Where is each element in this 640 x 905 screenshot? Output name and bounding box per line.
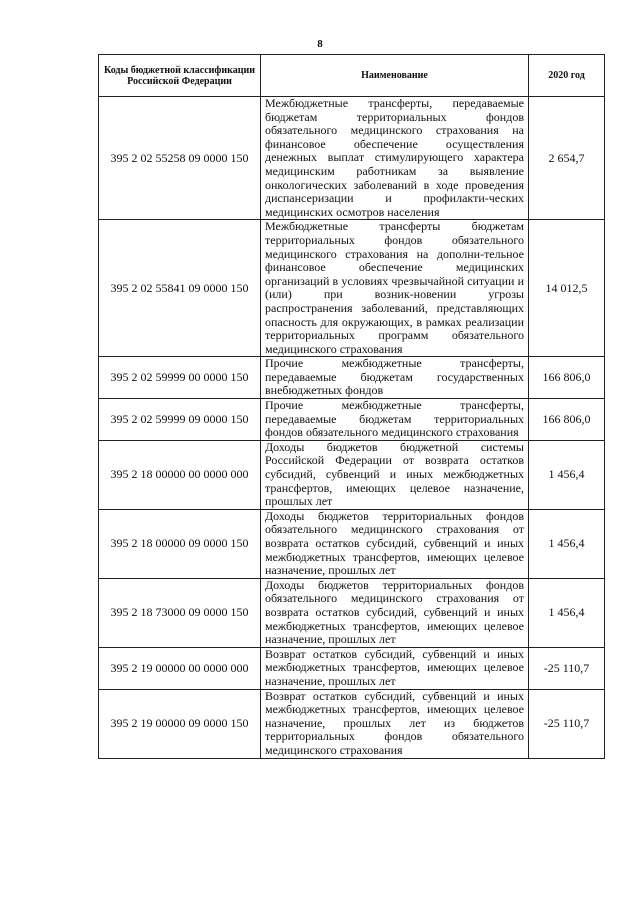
row-amount: -25 110,7 (529, 647, 605, 689)
row-name: Возврат остатков субсидий, субвенций и иных межбюджетных трансфертов, имеющих целевое назначение, прошлых лет из бюджетов территориальных фондов обязательного медицинского страхования (261, 689, 529, 758)
row-code: 395 2 18 00000 00 0000 000 (99, 440, 261, 509)
row-amount: 2 654,7 (529, 97, 605, 220)
row-amount: 1 456,4 (529, 509, 605, 578)
row-amount: 166 806,0 (529, 399, 605, 441)
header-year: 2020 год (529, 55, 605, 97)
page-number: 8 (317, 38, 323, 50)
table-row (99, 399, 605, 441)
row-amount: 1 456,4 (529, 578, 605, 647)
row-code: 395 2 19 00000 00 0000 000 (99, 647, 261, 689)
row-name: Доходы бюджетов территориальных фондов обязательного медицинского страхования от возврата остатков субсидий, субвенций и иных межбюджетных трансфертов, имеющих целевое назначение, прошлых лет (261, 509, 529, 578)
row-code: 395 2 18 00000 09 0000 150 (99, 509, 261, 578)
row-name: Возврат остатков субсидий, субвенций и иных межбюджетных трансфертов, имеющих целевое назначение, прошлых лет (261, 647, 529, 689)
header-name: Наименование (261, 55, 529, 97)
table-row (99, 509, 605, 578)
row-amount: 1 456,4 (529, 440, 605, 509)
table-row (99, 578, 605, 647)
row-code: 395 2 02 59999 00 0000 150 (99, 357, 261, 399)
row-name: Межбюджетные трансферты, передаваемые бюджетам территориальных фондов обязательного медицинского страхования на финансовое обеспечение осуществления денежных выплат стимулирующего характера медицинским работникам за выявление онкологических заболеваний в ходе проведения диспансеризации и профилакти-ческих медицинских осмотров населения (261, 97, 529, 220)
table-row (99, 689, 605, 758)
table-header-row (99, 55, 605, 97)
row-code: 395 2 02 55841 09 0000 150 (99, 220, 261, 357)
table-row (99, 220, 605, 357)
row-name: Межбюджетные трансферты бюджетам территориальных фондов обязательного медицинского страхования на дополни-тельное финансовое обеспечение медицинских организаций в условиях чрезвычайной ситуации и (или) при возник-новении угрозы распространения заболеваний, представляющих опасность для окружающих, в рамках реализации территориальных программ обязательного медицинского страхования (261, 220, 529, 357)
table-row (99, 357, 605, 399)
row-amount: -25 110,7 (529, 689, 605, 758)
table-row (99, 647, 605, 689)
row-name: Доходы бюджетов бюджетной системы Российской Федерации от возврата остатков субсидий, субвенций и иных межбюджетных трансфертов, имеющих целевое назначение, прошлых лет (261, 440, 529, 509)
row-amount: 14 012,5 (529, 220, 605, 357)
row-name: Прочие межбюджетные трансферты, передаваемые бюджетам государственных внебюджетных фондов (261, 357, 529, 399)
row-name: Доходы бюджетов территориальных фондов обязательного медицинского страхования от возврата остатков субсидий, субвенций и иных межбюджетных трансфертов, имеющих целевое назначение, прошлых лет (261, 578, 529, 647)
row-code: 395 2 18 73000 09 0000 150 (99, 578, 261, 647)
row-name: Прочие межбюджетные трансферты, передаваемые бюджетам территориальных фондов обязательного медицинского страхования (261, 399, 529, 441)
row-code: 395 2 19 00000 09 0000 150 (99, 689, 261, 758)
row-amount: 166 806,0 (529, 357, 605, 399)
row-code: 395 2 02 55258 09 0000 150 (99, 97, 261, 220)
budget-classification-table (98, 54, 605, 759)
row-code: 395 2 02 59999 09 0000 150 (99, 399, 261, 441)
table-row (99, 440, 605, 509)
table-row (99, 97, 605, 220)
header-code: Коды бюджетной классификации Российской Федерации (99, 55, 261, 97)
